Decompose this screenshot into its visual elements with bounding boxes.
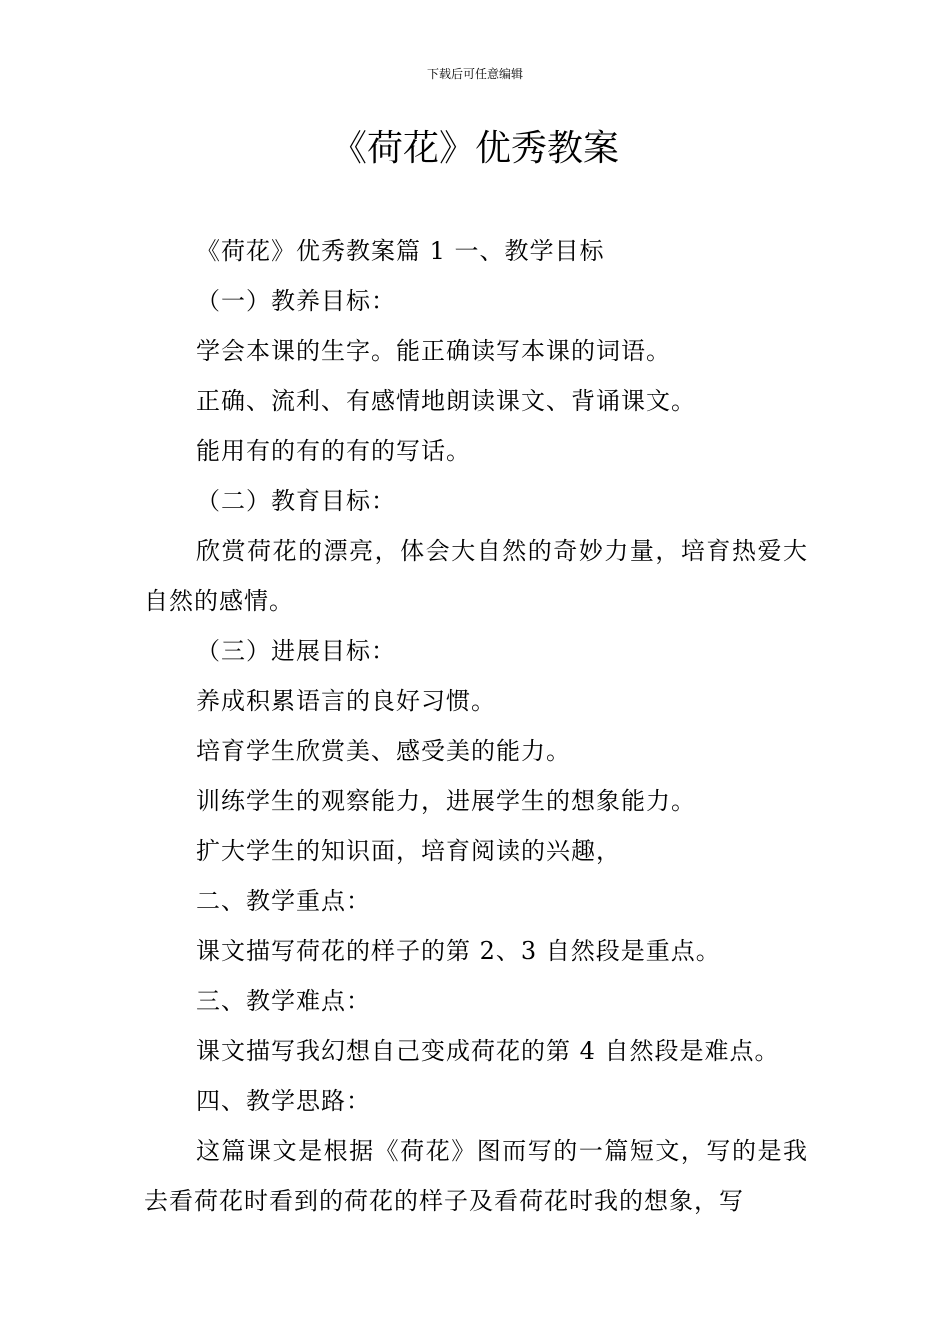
- paragraph: 三、教学难点：: [196, 987, 371, 1015]
- paragraph: 训练学生的观察能力，进展学生的想象能力。: [196, 787, 696, 815]
- paragraph: 四、教学思路：: [196, 1087, 371, 1115]
- paragraph: （一）教养目标：: [196, 287, 396, 315]
- paragraph: 课文描写荷花的样子的第 2、3 自然段是重点。: [196, 937, 721, 965]
- paragraph: （三）进展目标：: [196, 637, 396, 665]
- paragraph: 课文描写我幻想自己变成荷花的第 4 自然段是难点。: [196, 1037, 780, 1065]
- paragraph: 养成积累语言的良好习惯。: [196, 687, 496, 715]
- paragraph: 《荷花》优秀教案篇 1 一、教学目标: [196, 237, 605, 265]
- paragraph: 二、教学重点：: [196, 887, 371, 915]
- paragraph: （二）教育目标：: [196, 487, 396, 515]
- paragraph: 能用有的有的有的写话。: [196, 437, 471, 465]
- paragraph: 这篇课文是根据《荷花》图而写的一篇短文，写的是我去看荷花时看到的荷花的样子及看荷花时我的想象，写: [144, 1137, 808, 1215]
- paragraph: 扩大学生的知识面，培育阅读的兴趣，: [196, 837, 621, 865]
- paragraph: 正确、流利、有感情地朗读课文、背诵课文。: [196, 387, 696, 415]
- document-body: [144, 226, 808, 1226]
- header-note: 下载后可任意编辑: [426, 67, 523, 81]
- paragraph: 培育学生欣赏美、感受美的能力。: [196, 737, 571, 765]
- document-title: 《荷花》优秀教案: [330, 128, 619, 169]
- paragraph: 欣赏荷花的漂亮，体会大自然的奇妙力量，培育热爱大自然的感情。: [144, 537, 808, 615]
- paragraph: 学会本课的生字。能正确读写本课的词语。: [196, 337, 671, 365]
